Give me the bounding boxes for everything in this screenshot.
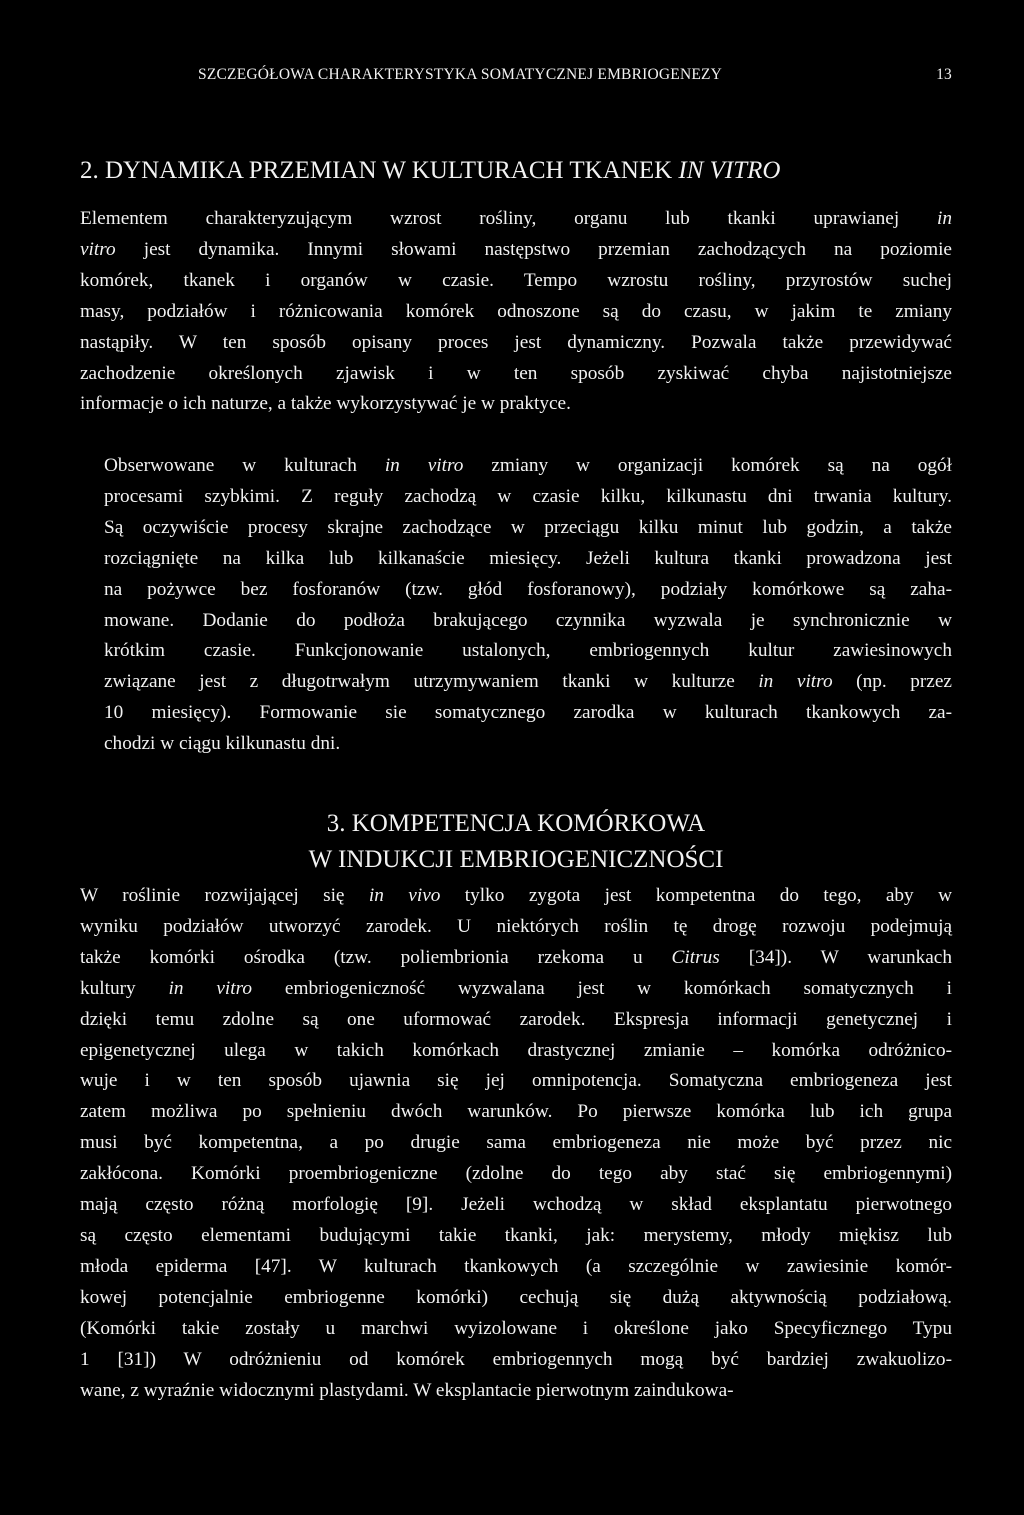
section-3-heading bbox=[80, 806, 952, 878]
text-line bbox=[80, 1376, 952, 1407]
section-3-number: 3. bbox=[326, 810, 346, 837]
text-segment: zatem możliwa po spełnieniu dwóch warunków. Po pierwsze komórka lub ich grupa bbox=[80, 1101, 952, 1123]
text-line bbox=[80, 1221, 952, 1252]
text-segment: informacje o ich naturze, a także wykorzystywać je w praktyce. bbox=[80, 393, 571, 415]
text-line bbox=[80, 266, 952, 297]
section-2-title: DYNAMIKA PRZEMIAN W KULTURACH TKANEK bbox=[105, 157, 673, 184]
text-line bbox=[80, 235, 952, 266]
section-3-title-line-2: W INDUKCJI EMBRIOGENICZNOŚCI bbox=[308, 846, 724, 873]
text-line bbox=[80, 544, 952, 575]
text-line bbox=[80, 1190, 952, 1221]
text-segment: musi być kompetentna, a po drugie sama embriogeneza nie może być przez nic bbox=[80, 1132, 952, 1154]
text-segment: mają często różną morfologię [9]. Jeżeli wchodzą w skład eksplantatu pierwotnego bbox=[80, 1194, 952, 1216]
text-segment: wuje i w ten sposób ujawnia się jej omnipotencja. Somatyczna embriogeneza jest bbox=[80, 1070, 952, 1092]
italic-term: in vitro bbox=[758, 671, 833, 693]
text-segment: Są oczywiście procesy skrajne zachodzące w przeciągu kilku minut lub godzin, a także bbox=[104, 516, 952, 538]
text-segment: wyniku podziałów utworzyć zarodek. U niektórych roślin tę drogę rozwoju podejmują bbox=[80, 915, 952, 937]
text-segment: zakłócona. Komórki proembriogeniczne (zdolne do tego aby stać się embriogennymi) bbox=[80, 1163, 952, 1185]
text-segment: 1 [31]) W odróżnieniu od komórek embriogennych mogą być bardziej zwakuolizo- bbox=[80, 1348, 952, 1370]
text-line bbox=[80, 513, 952, 544]
text-line bbox=[80, 204, 952, 235]
text-line bbox=[80, 912, 952, 943]
text-line bbox=[80, 389, 952, 420]
italic-term: in vitro bbox=[384, 455, 464, 476]
text-line bbox=[80, 1345, 952, 1376]
text-line bbox=[80, 482, 952, 513]
text-line bbox=[80, 359, 952, 390]
text-segment: związane jest z długotrwałym utrzymywaniem tkanki w kulturze bbox=[104, 671, 759, 693]
text-segment: krótkim czasie. Funkcjonowanie ustalonych, embriogennych kultur zawiesinowych bbox=[104, 640, 952, 662]
text-segment: mowane. Dodanie do podłoża brakującego czynnika wyzwala je synchronicznie w bbox=[104, 609, 952, 631]
text-line bbox=[80, 575, 952, 606]
text-segment: Elementem charakteryzującym wzrost rośliny, organu lub tkanki uprawianej bbox=[80, 208, 937, 229]
text-segment: W roślinie rozwijającej się bbox=[80, 885, 369, 906]
italic-term: vitro bbox=[80, 238, 116, 260]
text-line bbox=[80, 1005, 952, 1036]
text-line bbox=[80, 1128, 952, 1159]
section-2-title-italic: IN VITRO bbox=[678, 157, 781, 184]
text-segment: chodzi w ciągu kilkunastu dni. bbox=[104, 733, 341, 755]
text-segment: wane, z wyraźnie widocznymi plastydami. W eksplantacie pierwotnym zaindukowa- bbox=[80, 1379, 734, 1401]
text-segment: zmiany w organizacji komórek są na ogół bbox=[463, 455, 952, 476]
text-line bbox=[80, 1036, 952, 1067]
text-segment: rozciągnięte na kilka lub kilkanaście miesięcy. Jeżeli kultura tkanki prowadzona jest bbox=[104, 547, 952, 569]
text-line bbox=[80, 943, 952, 974]
page-number: 13 bbox=[936, 66, 952, 83]
text-segment: komórek, tkanek i organów w czasie. Tempo wzrostu rośliny, przyrostów suchej bbox=[80, 269, 952, 291]
text-line bbox=[80, 451, 952, 482]
section-2-number: 2. bbox=[80, 157, 99, 184]
italic-term: in vivo bbox=[368, 885, 441, 906]
text-line bbox=[80, 729, 952, 760]
italic-term: in bbox=[937, 208, 952, 229]
text-segment: nastąpiły. W ten sposób opisany proces jest dynamiczny. Pozwala także przewidywać bbox=[80, 331, 952, 353]
text-segment: (np. przez bbox=[832, 671, 952, 693]
text-line bbox=[80, 606, 952, 637]
text-segment: 10 miesięcy). Formowanie sie somatycznego zarodka w kulturach tkankowych za- bbox=[104, 702, 952, 724]
text-segment: zachodzenie określonych zjawisk i w ten sposób zyskiwać chyba najistotniejsze bbox=[80, 362, 952, 384]
section-2-heading bbox=[80, 156, 952, 186]
text-segment: masy, podziałów i różnicowania komórek odnoszone są do czasu, w jakim te zmiany bbox=[80, 300, 952, 322]
section-2-paragraph-1 bbox=[80, 204, 952, 420]
text-segment: młoda epiderma [47]. W kulturach tkankowych (a szczególnie w zawiesinie komór- bbox=[80, 1255, 952, 1277]
text-segment: na pożywce bez fosforanów (tzw. głód fosforanowy), podziały komórkowe są zaha- bbox=[104, 578, 952, 600]
italic-term: in vitro bbox=[168, 977, 253, 999]
section-3-title-line-1: KOMPETENCJA KOMÓRKOWA bbox=[351, 810, 706, 837]
text-segment: kowej potencjalnie embriogenne komórki) cechują się dużą aktywnością podziałową. bbox=[80, 1286, 952, 1308]
text-line bbox=[80, 328, 952, 359]
text-segment: Obserwowane w kulturach bbox=[104, 455, 385, 476]
section-3-paragraph-1 bbox=[80, 881, 952, 1406]
text-line bbox=[80, 1314, 952, 1345]
text-segment: tylko zygota jest kompetentna do tego, aby w bbox=[440, 885, 953, 906]
text-segment: jest dynamika. Innymi słowami następstwo przemian zachodzących na poziomie bbox=[115, 238, 952, 260]
text-segment: [34]). W warunkach bbox=[719, 946, 952, 968]
text-segment: epigenetycznej ulega w takich komórkach drastycznej zmianie – komórka odróżnico- bbox=[80, 1039, 952, 1061]
text-segment: kultury bbox=[80, 977, 169, 999]
text-line bbox=[80, 297, 952, 328]
section-2-paragraph-2 bbox=[80, 451, 952, 760]
text-line bbox=[80, 698, 952, 729]
text-segment: procesami szybkimi. Z reguły zachodzą w czasie kilku, kilkunastu dni trwania kultury. bbox=[104, 485, 952, 507]
text-segment: także komórki ośrodka (tzw. poliembrionia rzekoma u bbox=[80, 946, 672, 968]
text-segment: embriogeniczność wyzwalana jest w komórkach somatycznych i bbox=[252, 977, 952, 999]
text-line bbox=[80, 1283, 952, 1314]
italic-term: Citrus bbox=[671, 946, 720, 968]
text-line bbox=[80, 667, 952, 698]
text-line bbox=[80, 1066, 952, 1097]
text-line bbox=[80, 974, 952, 1005]
text-segment: (Komórki takie zostały u marchwi wyizolowane i określone jako Specyficznego Typu bbox=[80, 1317, 952, 1339]
text-segment: dzięki temu zdolne są one uformować zarodek. Ekspresja informacji genetycznej i bbox=[80, 1008, 952, 1030]
running-header-title: SZCZEGÓŁOWA CHARAKTERYSTYKA SOMATYCZNEJ EMBRIOGENEZY bbox=[198, 66, 723, 83]
text-line bbox=[80, 1159, 952, 1190]
text-line bbox=[80, 1097, 952, 1128]
text-line bbox=[80, 636, 952, 667]
text-line bbox=[80, 1252, 952, 1283]
text-line bbox=[80, 881, 952, 912]
text-segment: są często elementami budującymi takie tkanki, jak: merystemy, młody miękisz lub bbox=[80, 1224, 952, 1246]
